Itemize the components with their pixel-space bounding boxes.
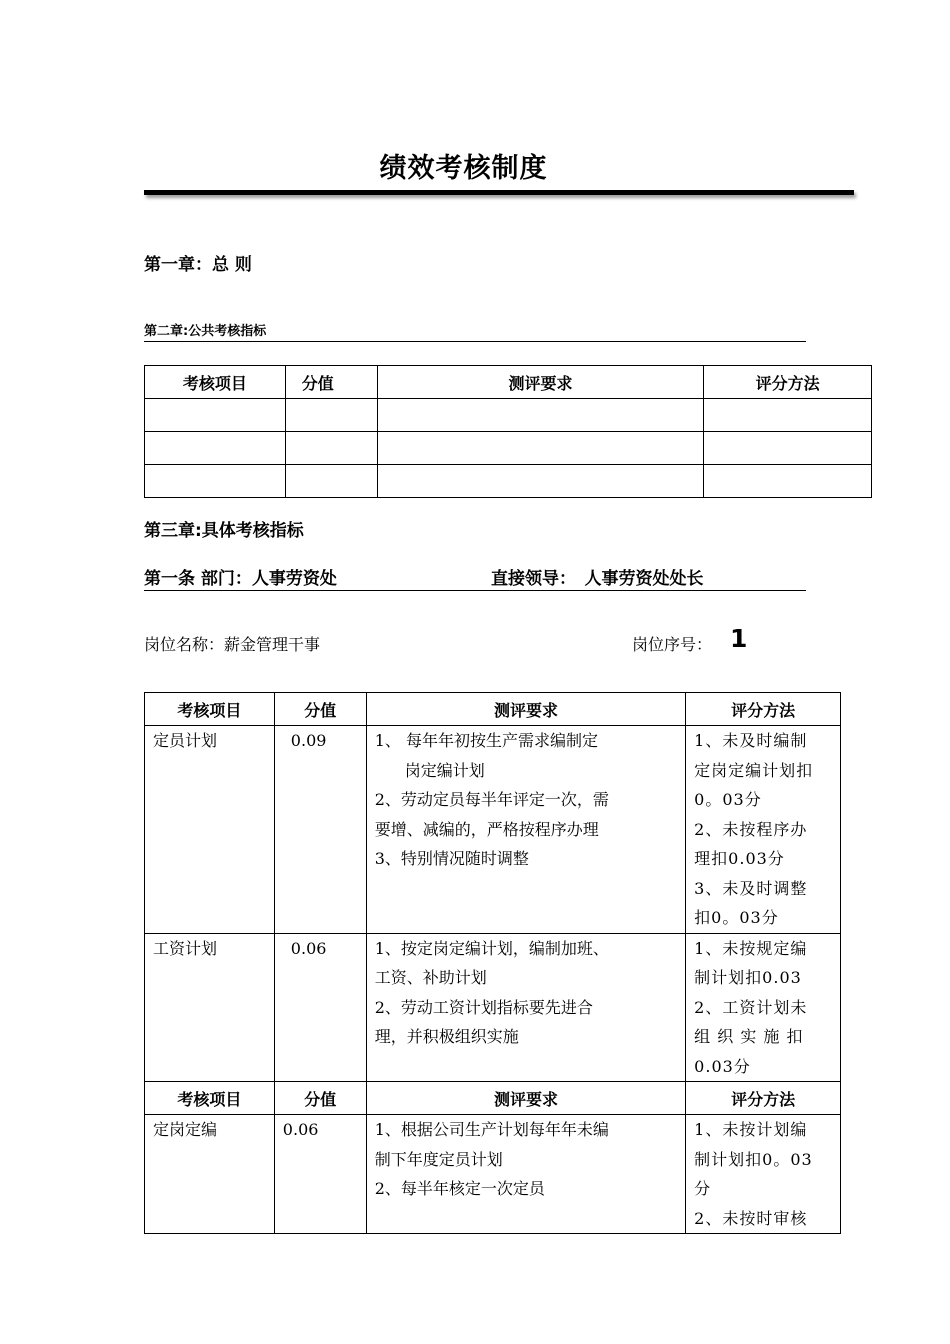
requirement-line: 制下年度定员计划 — [374, 1149, 503, 1169]
header-method: 评分方法 — [686, 1082, 841, 1115]
table-row — [145, 399, 872, 432]
requirement-line: 2、劳动定员每半年评定一次，需 — [374, 790, 609, 809]
table-header-row — [145, 693, 841, 726]
requirement-line: 岗定编计划 — [404, 760, 485, 780]
public-indicators-table — [144, 365, 872, 498]
header-item: 考核项目 — [145, 366, 286, 399]
row-requirements — [366, 726, 685, 934]
article-1-line — [144, 564, 806, 591]
row-requirements — [366, 1115, 685, 1234]
header-item: 考核项目 — [145, 1082, 275, 1115]
requirement-line: 1、按定岗定编计划，编制加班、 — [374, 938, 609, 958]
header-score: 分值 — [274, 1082, 366, 1115]
requirement-line: 工资、补助计划 — [374, 968, 487, 987]
chapter-3-heading: 第三章:具体考核指标 — [144, 521, 304, 541]
row-requirements — [366, 933, 685, 1082]
direct-leader-label: 直接领导： 人事劳资处处长 — [491, 569, 704, 589]
table-row — [145, 933, 841, 1082]
header-requirements: 测评要求 — [366, 1082, 685, 1115]
chapter-1-heading: 第一章：总 则 — [144, 255, 252, 275]
chapter-2-heading: 第二章:公共考核指标 — [144, 320, 806, 342]
table-row — [145, 432, 872, 465]
row-item: 工资计划 — [145, 933, 275, 1082]
row-score: 0.06 — [274, 933, 366, 1082]
position-number-label: 岗位序号： — [632, 635, 713, 654]
position-name: 岗位名称：薪金管理干事 — [144, 635, 321, 654]
method-line: 组 织 实 施 扣 — [694, 1027, 804, 1046]
requirement-line: 2、每半年核定一次定员 — [374, 1179, 545, 1198]
title-underline — [144, 190, 854, 195]
requirement-line: 理，并积极组织实施 — [374, 1027, 519, 1046]
table-header-row — [145, 366, 872, 399]
row-item: 定员计划 — [145, 726, 275, 934]
row-method — [686, 726, 841, 934]
header-requirements: 测评要求 — [366, 693, 685, 726]
method-line: 0.03分 — [694, 1056, 751, 1076]
requirement-line: 要增、减编的，严格按程序办理 — [374, 819, 599, 839]
method-line: 扣0。03分 — [694, 908, 779, 927]
method-line: 分 — [694, 1179, 712, 1198]
row-item: 定岗定编 — [145, 1115, 275, 1234]
requirement-line: 1、 每年年初按生产需求编制定 — [374, 731, 598, 750]
department-label: 第一条 部门：人事劳资处 — [144, 569, 337, 589]
method-line: 2、工资计划未 — [694, 997, 808, 1017]
specific-indicators-table — [144, 692, 841, 1234]
document-title: 绩效考核制度 — [379, 153, 548, 184]
table-row — [145, 726, 841, 934]
method-line: 制计划扣0.03 — [694, 968, 802, 987]
row-method — [686, 1115, 841, 1234]
requirement-line: 1、根据公司生产计划每年年未编 — [374, 1120, 609, 1139]
method-line: 1、未按计划编 — [694, 1120, 808, 1139]
row-score: 0.09 — [274, 726, 366, 934]
method-line: 制计划扣0。03 — [694, 1149, 813, 1169]
requirement-line: 3、特别情况随时调整 — [374, 849, 529, 868]
header-item: 考核项目 — [145, 693, 275, 726]
row-score: 0.06 — [274, 1115, 366, 1234]
header-requirements: 测评要求 — [377, 366, 704, 399]
method-line: 1、未按规定编 — [694, 938, 808, 958]
table-row — [145, 465, 872, 498]
method-line: 2、未按程序办 — [694, 819, 808, 839]
position-number-value: 1 — [730, 624, 748, 653]
table-row — [145, 1115, 841, 1234]
method-line: 1、未及时编制 — [694, 731, 808, 750]
method-line: 2、未按时审核 — [694, 1208, 808, 1228]
header-method: 评分方法 — [686, 693, 841, 726]
method-line: 3、未及时调整 — [694, 878, 808, 898]
position-line — [144, 624, 764, 660]
header-method: 评分方法 — [704, 366, 872, 399]
requirement-line: 2、劳动工资计划指标要先进合 — [374, 997, 593, 1017]
method-line: 0。03分 — [694, 790, 762, 809]
row-method — [686, 933, 841, 1082]
method-line: 理扣0.03分 — [694, 849, 785, 868]
method-line: 定岗定编计划扣 — [694, 760, 814, 780]
header-score: 分值 — [274, 693, 366, 726]
table-header-row — [145, 1082, 841, 1115]
header-score: 分值 — [285, 366, 377, 399]
